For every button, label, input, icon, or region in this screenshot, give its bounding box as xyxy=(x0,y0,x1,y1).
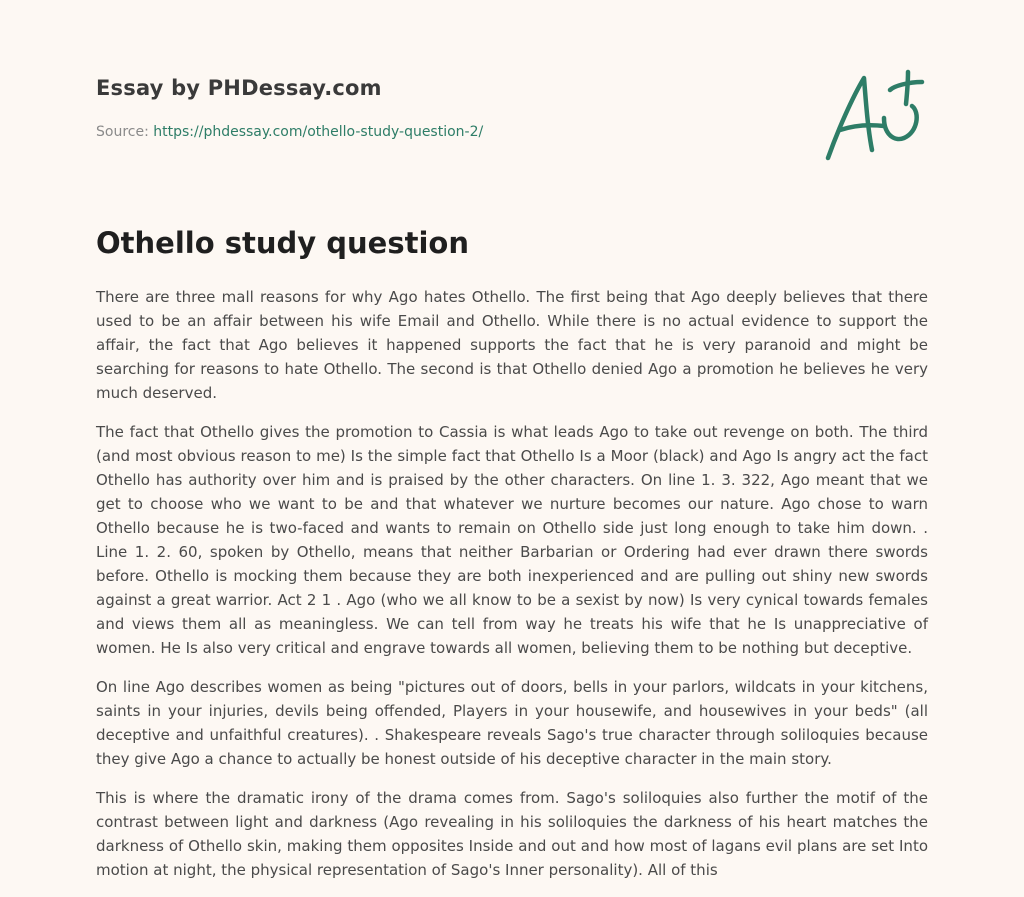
essay-paragraph: This is where the dramatic irony of the drama comes from. Sago's soliloquies also further the motif of the contrast between light and darkness (Ago revealing in his soliloquies the darkness of his heart matches the darkness of Othello skin, making them opposites Inside and out and how most of lagans evil plans are set Into motion at night, the physical representation of Sago's Inner personality). All of this xyxy=(96,789,928,879)
a-plus-logo-icon xyxy=(822,68,928,164)
site-brand: Essay by PHDessay.com xyxy=(96,76,382,100)
source-line xyxy=(96,124,483,140)
page-title: Othello study question xyxy=(96,226,469,260)
essay-paragraph: The fact that Othello gives the promotion to Cassia is what leads Ago to take out revenge on both. The third (and most obvious reason to me) Is the simple fact that Othello Is a Moor (black) and Ago Is angry act the fact Othello has authority over him and is praised by the other characters. On line 1. 3. 322, Ago meant that we get to choose who we want to be and that whatever we nurture becomes our nature. Ago chose to warn Othello because he is two-faced and wants to remain on Othello side just long enough to take him down. . Line 1. 2. 60, spoken by Othello, means that neither Barbarian or Ordering had ever drawn there swords before. Othello is mocking them because they are both inexperienced and are pulling out shiny new swords against a great warrior. Act 2 1 . Ago (who we all know to be a sexist by now) Is very cynical towards females and views them all as meaningless. We can tell from way he treats his wife that he Is unappreciative of women. He Is also very critical and engrave towards all women, believing them to be nothing but deceptive. xyxy=(96,423,928,657)
source-label: Source: xyxy=(96,124,149,140)
essay-body xyxy=(96,285,928,897)
essay-paragraph: On line Ago describes women as being "pictures out of doors, bells in your parlors, wildcats in your kitchens, saints in your injuries, devils being offended, Players in your housewife, and housewives in your beds" (all deceptive and unfaithful creatures). . Shakespeare reveals Sago's true character through soliloquies because they give Ago a chance to actually be honest outside of his deceptive character in the main story. xyxy=(96,678,928,768)
source-link[interactable]: https://phdessay.com/othello-study-question-2/ xyxy=(153,124,484,140)
essay-paragraph: There are three mall reasons for why Ago hates Othello. The first being that Ago deeply believes that there used to be an affair between his wife Email and Othello. While there is no actual evidence to support the affair, the fact that Ago believes it happened supports the fact that he is very paranoid and might be searching for reasons to hate Othello. The second is that Othello denied Ago a promotion he believes he very much deserved. xyxy=(96,288,928,402)
